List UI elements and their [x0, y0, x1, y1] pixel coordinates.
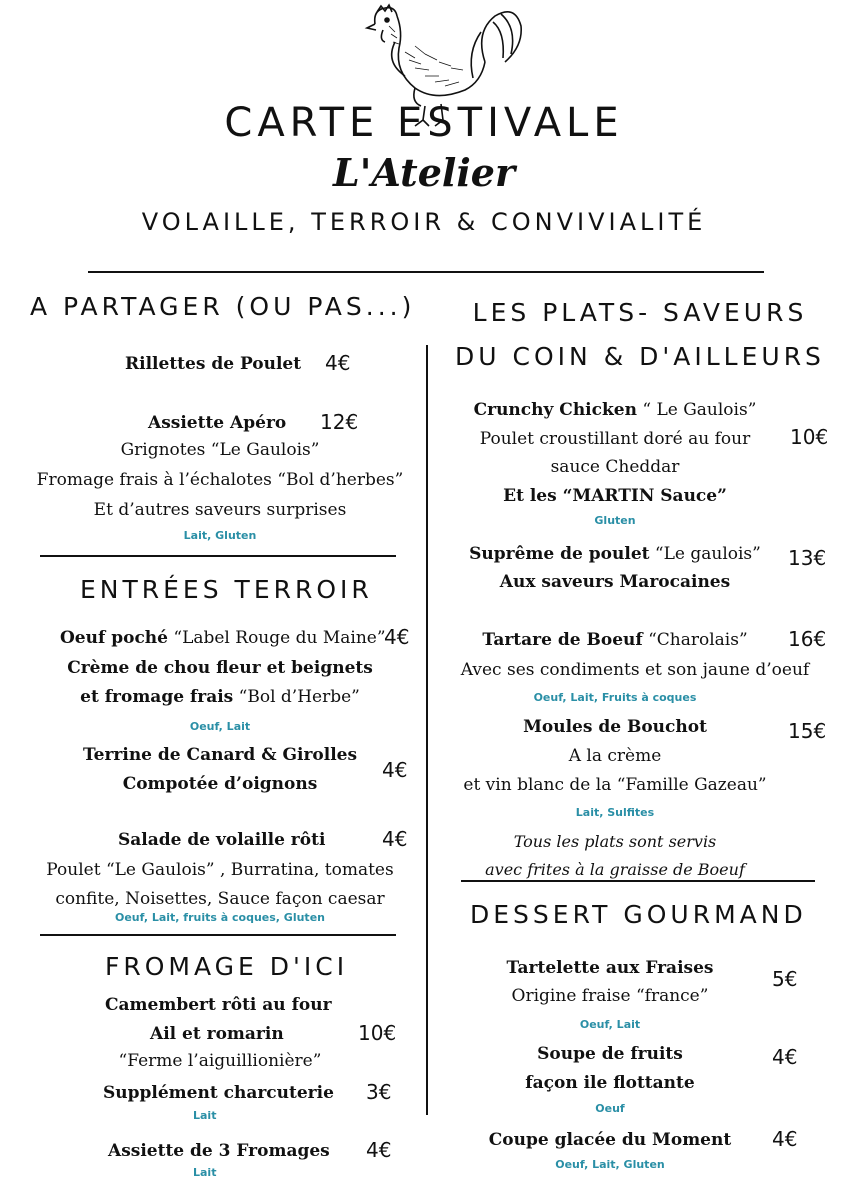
item-rillettes-name: Rillettes de Poulet [125, 354, 302, 374]
item-camembert-name: Camembert rôti au four [105, 995, 332, 1015]
allergens: Lait, Gluten [183, 529, 257, 542]
item-tartare-price: 16€ [788, 627, 827, 651]
item-soupe-desc: façon ile flottante [525, 1073, 695, 1093]
allergens: Lait [193, 1166, 217, 1179]
section-title-plats: DU COIN & D'AILLEURS [455, 342, 825, 371]
item-salade-desc: Poulet “Le Gaulois” , Burratina, tomates [46, 860, 394, 880]
item-supreme-desc: Aux saveurs Marocaines [499, 572, 731, 592]
item-crunchy-desc: Poulet croustillant doré au four [479, 429, 751, 449]
item-coupe-price: 4€ [772, 1127, 798, 1151]
allergens: Lait, Sulfites [575, 806, 655, 819]
item-crunchy-line [430, 400, 800, 420]
item-salade-price: 4€ [382, 827, 408, 851]
allergens: Oeuf [595, 1102, 625, 1115]
section-title-plats: LES PLATS- SAVEURS [472, 298, 808, 327]
menu-title: CARTE ESTIVALE [224, 100, 624, 146]
item-apero-name: Assiette Apéro [148, 413, 287, 433]
item-camembert-desc: “Ferme l’aiguillionière” [118, 1051, 322, 1071]
item-oeuf-price: 4€ [384, 625, 410, 649]
item-apero-price: 12€ [320, 410, 359, 434]
item-tartare-desc: “Charolais” [642, 630, 748, 650]
item-terrine-price: 4€ [382, 758, 408, 782]
item-oeuf-name: Oeuf poché [60, 628, 168, 648]
allergens: Oeuf, Lait, Gluten [555, 1158, 665, 1171]
item-soupe-name: Soupe de fruits [537, 1044, 683, 1064]
item-tartare-name: Tartare de Boeuf [482, 630, 643, 650]
item-oeuf-desc: “Label Rouge du Maine” [167, 628, 386, 648]
item-oeuf-desc: “Bol d’Herbe” [233, 687, 360, 707]
item-crunchy-desc: Et les “MARTIN Sauce” [503, 486, 727, 506]
section-divider [461, 880, 815, 882]
tagline: VOLAILLE, TERROIR & CONVIVIALITÉ [141, 208, 707, 236]
item-charcuterie-name: Supplément charcuterie [103, 1083, 334, 1103]
restaurant-name: L'Atelier [333, 150, 515, 195]
item-moules-name: Moules de Bouchot [523, 717, 707, 737]
allergens: Oeuf, Lait [189, 720, 251, 733]
item-oeuf-desc [20, 687, 420, 707]
allergens: Oeuf, Lait, fruits à coques, Gluten [115, 911, 325, 924]
allergens: Oeuf, Lait [579, 1018, 641, 1031]
header-divider [88, 271, 764, 273]
allergens: Gluten [594, 514, 636, 527]
item-charcuterie-price: 3€ [366, 1080, 392, 1104]
item-apero-desc: Et d’autres saveurs surprises [93, 500, 347, 520]
item-oeuf-line [60, 628, 386, 648]
item-supreme-name: Suprême de poulet [469, 544, 650, 564]
plats-note: avec frites à la graisse de Boeuf [485, 860, 745, 879]
item-crunchy-desc: “ Le Gaulois” [636, 400, 757, 420]
item-supreme-line [430, 544, 800, 564]
item-camembert-desc: Ail et romarin [150, 1024, 284, 1044]
section-title-fromage: FROMAGE D'ICI [105, 952, 349, 981]
column-divider [426, 345, 428, 1115]
item-moules-price: 15€ [788, 719, 827, 743]
item-soupe-price: 4€ [772, 1045, 798, 1069]
item-crunchy-price: 10€ [790, 425, 829, 449]
item-3fromages-price: 4€ [366, 1138, 392, 1162]
item-tartelette-desc: Origine fraise “france” [511, 986, 709, 1006]
item-salade-desc: confite, Noisettes, Sauce façon caesar [55, 889, 385, 909]
allergens: Oeuf, Lait, Fruits à coques [533, 691, 697, 704]
section-title-dessert: DESSERT GOURMAND [470, 900, 807, 929]
item-rillettes-price: 4€ [325, 351, 351, 375]
item-oeuf-desc: et fromage frais [80, 687, 234, 707]
item-moules-desc: A la crème [568, 746, 662, 766]
item-coupe-name: Coupe glacée du Moment [488, 1130, 732, 1150]
item-terrine-desc: Compotée d’oignons [122, 774, 318, 794]
plats-note: Tous les plats sont servis [513, 832, 717, 851]
item-apero-desc: Fromage frais à l’échalotes “Bol d’herbes” [36, 470, 404, 490]
section-divider [40, 555, 396, 557]
item-oeuf-desc: Crème de chou fleur et beignets [67, 658, 373, 678]
item-salade-name: Salade de volaille rôti [118, 830, 326, 850]
item-tartare-line [430, 630, 800, 650]
item-tartelette-price: 5€ [772, 967, 798, 991]
item-supreme-price: 13€ [788, 546, 827, 570]
item-supreme-desc: “Le gaulois” [649, 544, 761, 564]
section-divider [40, 934, 396, 936]
section-title-entrees: ENTRÉES TERROIR [80, 575, 373, 604]
item-tartare-desc: Avec ses condiments et son jaune d’oeuf [460, 660, 810, 680]
item-terrine-name: Terrine de Canard & Girolles [82, 745, 358, 765]
item-moules-desc: et vin blanc de la “Famille Gazeau” [463, 775, 767, 795]
item-crunchy-desc: sauce Cheddar [550, 457, 680, 477]
item-camembert-price: 10€ [358, 1021, 397, 1045]
section-title-partager: A PARTAGER (OU PAS...) [30, 292, 416, 321]
item-3fromages-name: Assiette de 3 Fromages [108, 1141, 330, 1161]
item-tartelette-name: Tartelette aux Fraises [506, 958, 714, 978]
item-crunchy-name: Crunchy Chicken [473, 400, 637, 420]
item-apero-desc: Grignotes “Le Gaulois” [120, 440, 320, 460]
allergens: Lait [193, 1109, 217, 1122]
